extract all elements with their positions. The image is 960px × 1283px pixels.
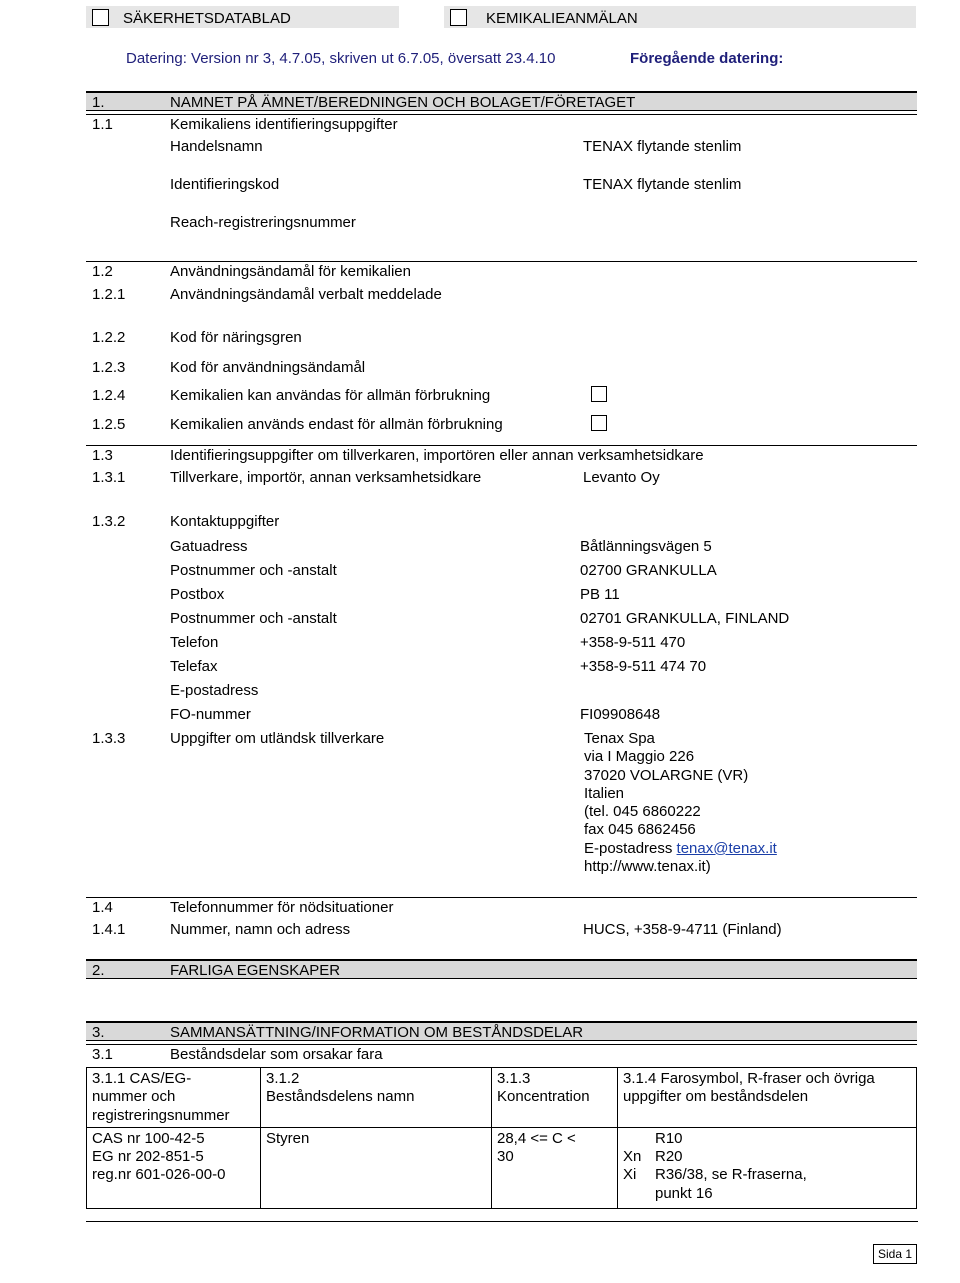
contact-value: PB 11 <box>580 586 620 603</box>
component-name: Styren <box>266 1129 310 1147</box>
section-1-title: NAMNET PÅ ÄMNET/BEREDNINGEN OCH BOLAGET/FÖRETAGET <box>170 94 636 111</box>
contact-label: Telefax <box>170 658 218 675</box>
cas-line: CAS nr 100-42-5 <box>92 1129 205 1147</box>
email-link[interactable]: tenax@tenax.it <box>676 839 777 857</box>
section-3-1-title: Beståndsdelar som orsakar fara <box>170 1046 383 1063</box>
contact-label: Postbox <box>170 586 225 603</box>
manufacturer-line: 37020 VOLARGNE (VR) <box>584 766 749 784</box>
only-general-consumption-checkbox[interactable] <box>591 415 607 431</box>
header-text: uppgifter om beståndsdelen <box>623 1088 809 1106</box>
dating: Datering: Version nr 3, 4.7.05, skriven ut 6.7.05, översatt 23.4.10 <box>126 50 556 67</box>
row-1-4-1-num: 1.4.1 <box>92 921 126 938</box>
section-1-2-title: Användningsändamål för kemikalien <box>170 263 411 280</box>
contact-label: E-postadress <box>170 682 259 699</box>
row-1-4-1-label: Nummer, namn och adress <box>170 921 351 938</box>
row-1-2-4-label: Kemikalien kan användas för allmän förbrukning <box>170 387 491 404</box>
hazard-symbol: Xn <box>623 1148 642 1166</box>
manufacturer-line: http://www.tenax.it) <box>584 858 711 876</box>
hazard-line <box>623 1166 911 1184</box>
header-name <box>261 1068 492 1128</box>
row-1-2-4-num: 1.2.4 <box>92 387 126 404</box>
contact-value: +358-9-511 474 70 <box>580 658 707 675</box>
section-3-title: SAMMANSÄTTNING/INFORMATION OM BESTÅNDSDELAR <box>170 1024 584 1041</box>
divider-1-1 <box>86 114 917 115</box>
row-1-3-2-num: 1.3.2 <box>92 513 126 530</box>
cell-concentration <box>492 1127 618 1208</box>
table-header-row <box>87 1068 917 1128</box>
divider-1-4 <box>86 897 917 898</box>
header-text: registreringsnummer <box>92 1106 230 1124</box>
page-number: Sida 1 <box>873 1244 917 1264</box>
contact-label: Postnummer och -anstalt <box>170 562 337 579</box>
section-2-title: FARLIGA EGENSKAPER <box>170 962 341 979</box>
divider-1-2 <box>86 261 917 262</box>
section-1-num: 1. <box>92 94 105 111</box>
concentration-line: 30 <box>497 1148 514 1166</box>
header-text: 3.1.4 Farosymbol, R-fraser och övriga <box>623 1070 875 1087</box>
notice-label: KEMIKALIEANMÄLAN <box>486 10 638 27</box>
section-3-1-num: 3.1 <box>92 1046 113 1063</box>
hazard-line <box>623 1148 911 1166</box>
hazard-text: R36/38, se R-fraserna, <box>655 1166 807 1184</box>
row-1-2-1-num: 1.2.1 <box>92 286 126 303</box>
manufacturer-line: Tenax Spa <box>584 730 655 747</box>
section-1-4-title: Telefonnummer för nödsituationer <box>170 899 394 916</box>
header-cas <box>87 1068 261 1128</box>
hazard-symbol: Xi <box>623 1166 637 1184</box>
section-1-3-title: Identifieringsuppgifter om tillverkaren, importören eller annan verksamhetsidkare <box>170 447 704 464</box>
email-prefix: E-postadress <box>584 839 677 857</box>
cell-cas <box>87 1127 261 1208</box>
header-hazards <box>618 1068 917 1128</box>
header-text: 3.1.3 <box>497 1070 531 1087</box>
section-1-1-num: 1.1 <box>92 116 113 133</box>
hazard-line <box>623 1130 911 1148</box>
row-1-2-3-num: 1.2.3 <box>92 359 126 376</box>
sds-checkbox[interactable] <box>92 9 109 26</box>
notice-checkbox[interactable] <box>450 9 467 26</box>
manufacturer-line: Italien <box>584 784 625 802</box>
contact-label: Postnummer och -anstalt <box>170 610 337 627</box>
row-1-3-3-label: Uppgifter om utländsk tillverkare <box>170 730 385 747</box>
footer-divider <box>86 1221 918 1222</box>
header-text: nummer och <box>92 1088 176 1106</box>
id-code-value: TENAX flytande stenlim <box>583 176 742 193</box>
row-1-2-5-num: 1.2.5 <box>92 416 126 433</box>
contact-value: +358-9-511 470 <box>580 634 686 651</box>
manufacturer-line: fax 045 6862456 <box>584 821 696 839</box>
row-1-3-2-label: Kontaktuppgifter <box>170 513 280 530</box>
hazard-text: R10 <box>655 1129 683 1147</box>
section-1-3-num: 1.3 <box>92 447 113 464</box>
contact-value: 02700 GRANKULLA <box>580 562 717 579</box>
header-text: Koncentration <box>497 1088 590 1106</box>
trade-name-value: TENAX flytande stenlim <box>583 138 742 155</box>
manufacturer-email-line <box>584 840 777 858</box>
reach-label: Reach-registreringsnummer <box>170 214 356 231</box>
manufacturer-line: (tel. 045 6860222 <box>584 803 701 821</box>
row-1-2-1-label: Användningsändamål verbalt meddelade <box>170 286 442 303</box>
hazard-text: punkt 16 <box>655 1184 713 1202</box>
trade-name-label: Handelsnamn <box>170 138 263 155</box>
section-1-2-num: 1.2 <box>92 263 113 280</box>
header-text: 3.1.1 CAS/EG- <box>92 1070 192 1087</box>
row-1-2-2-num: 1.2.2 <box>92 329 126 346</box>
header-text: Beståndsdelens namn <box>266 1088 415 1106</box>
cell-hazards <box>618 1127 917 1208</box>
section-3-num: 3. <box>92 1024 105 1041</box>
foreign-manufacturer-block <box>584 730 777 876</box>
sds-label: SÄKERHETSDATABLAD <box>123 10 291 27</box>
concentration-line: 28,4 <= C < <box>497 1129 576 1147</box>
components-table <box>86 1067 917 1209</box>
header-concentration <box>492 1068 618 1128</box>
row-1-4-1-value: HUCS, +358-9-4711 (Finland) <box>583 921 782 938</box>
hazard-text: R20 <box>655 1148 683 1166</box>
row-1-2-5-label: Kemikalien används endast för allmän förbrukning <box>170 416 503 433</box>
section-2-num: 2. <box>92 962 105 979</box>
id-code-label: Identifieringskod <box>170 176 280 193</box>
cell-name <box>261 1127 492 1208</box>
contact-value: FI09908648 <box>580 706 661 723</box>
contact-label: Gatuadress <box>170 538 248 555</box>
contact-value: Båtlänningsvägen 5 <box>580 538 712 555</box>
cas-line: reg.nr 601-026-00-0 <box>92 1166 226 1184</box>
row-1-3-1-num: 1.3.1 <box>92 469 126 486</box>
section-1-4-num: 1.4 <box>92 899 113 916</box>
contact-label: FO-nummer <box>170 706 251 723</box>
row-1-2-3-label: Kod för användningsändamål <box>170 359 366 376</box>
row-1-2-2-label: Kod för näringsgren <box>170 329 302 346</box>
contact-label: Telefon <box>170 634 219 651</box>
manufacturer-line: via I Maggio 226 <box>584 748 695 766</box>
divider-3-1 <box>86 1044 917 1045</box>
cas-line: EG nr 202-851-5 <box>92 1148 204 1166</box>
contact-value: 02701 GRANKULLA, FINLAND <box>580 610 790 627</box>
divider-1-3 <box>86 445 917 446</box>
table-row <box>87 1127 917 1208</box>
header-text: 3.1.2 <box>266 1070 300 1087</box>
row-1-3-1-value: Levanto Oy <box>583 469 660 486</box>
section-1-1-title: Kemikaliens identifieringsuppgifter <box>170 116 398 133</box>
row-1-3-3-num: 1.3.3 <box>92 730 126 747</box>
row-1-3-1-label: Tillverkare, importör, annan verksamhetsidkare <box>170 469 482 486</box>
hazard-line <box>623 1185 911 1203</box>
general-consumption-checkbox[interactable] <box>591 386 607 402</box>
previous-dating: Föregående datering: <box>630 50 784 67</box>
